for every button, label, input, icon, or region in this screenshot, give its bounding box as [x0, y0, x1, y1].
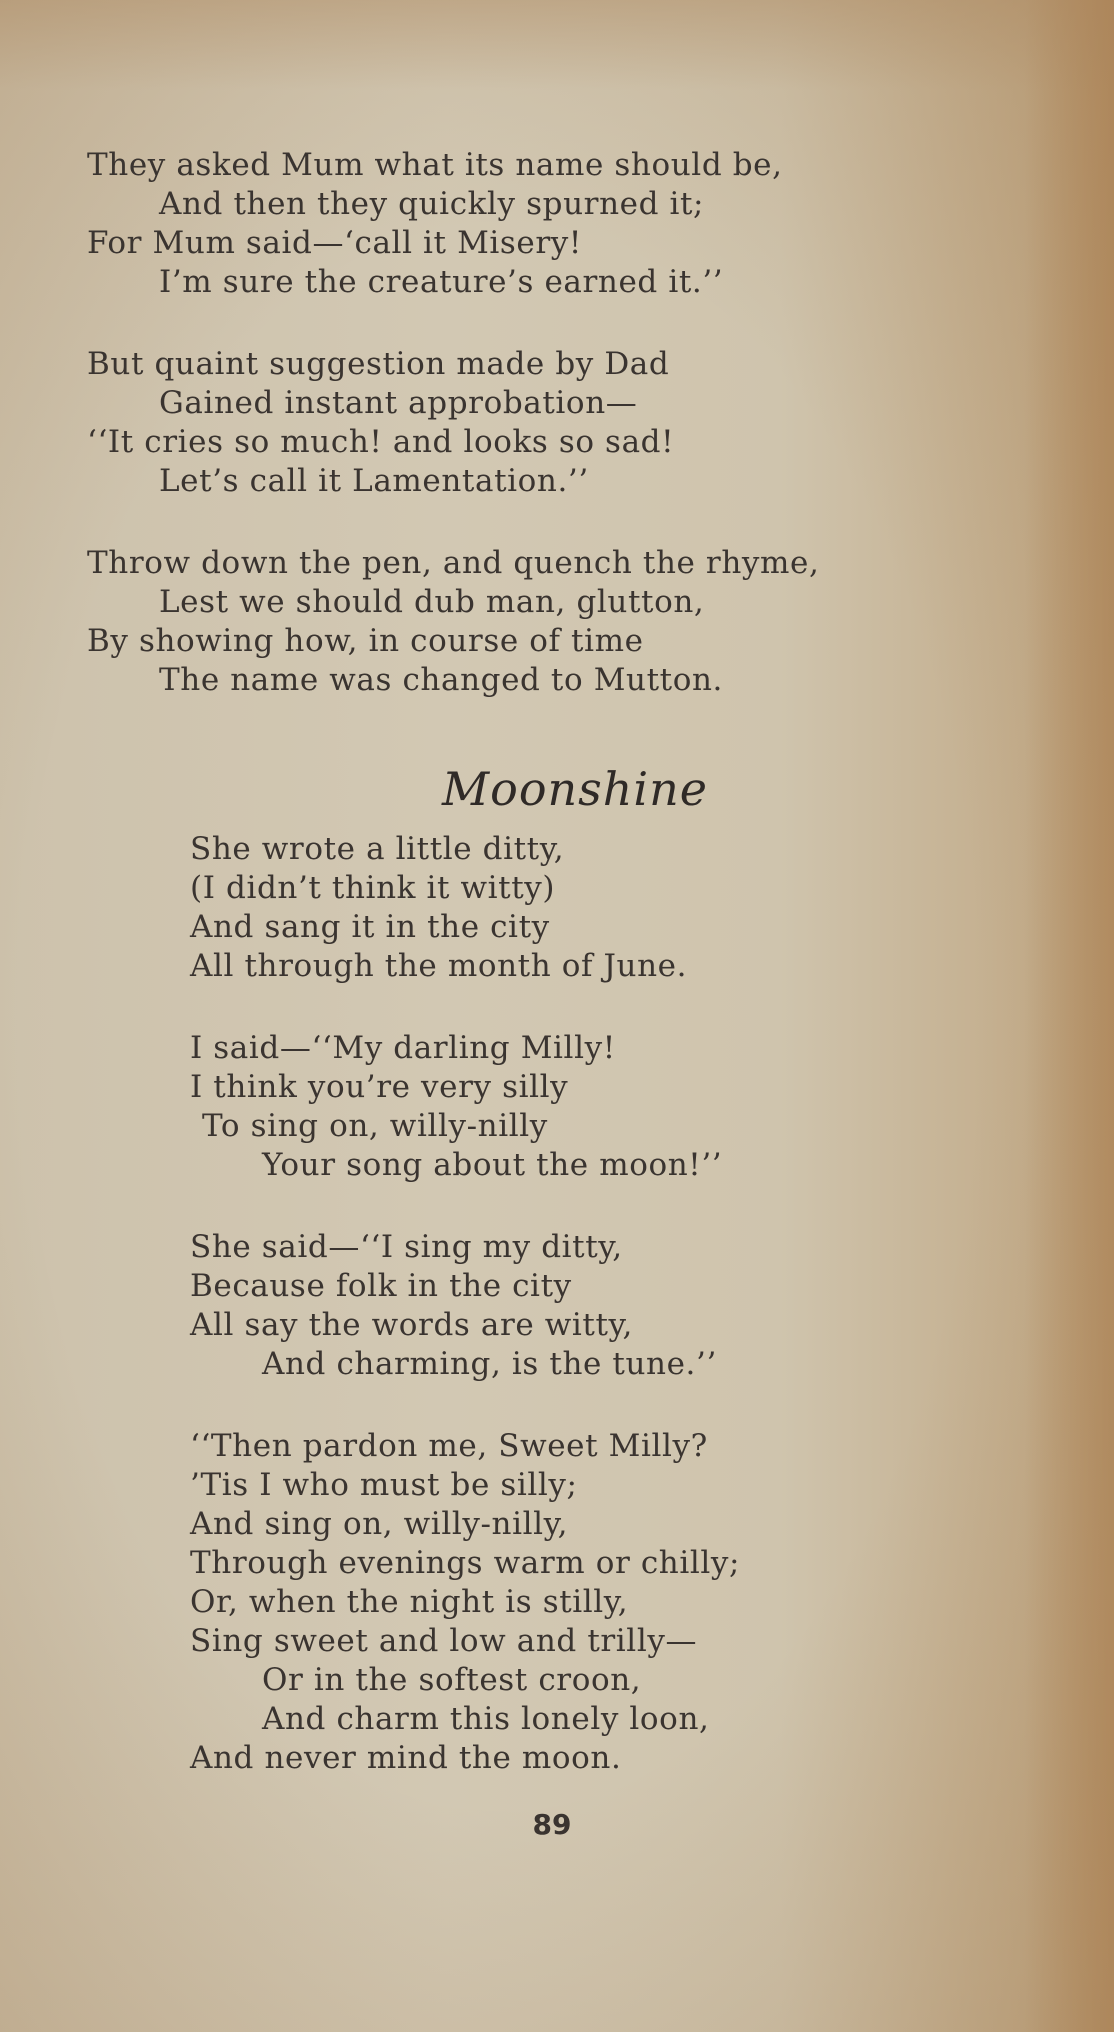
poem-title: Moonshine	[442, 762, 708, 816]
poem-line: Or in the softest croon,	[262, 1662, 642, 1698]
page-number: 89	[532, 1808, 572, 1841]
poem-line: By showing how, in course of time	[87, 623, 644, 659]
poem-line: Let’s call it Lamentation.’’	[159, 463, 589, 499]
poem-line: And sing on, willy-nilly,	[190, 1506, 569, 1542]
poem-continuation	[87, 146, 987, 700]
poem-line: And charming, is the tune.’’	[262, 1346, 717, 1382]
poem-line: Sing sweet and low and trilly—	[190, 1623, 698, 1659]
poem-line: I think you’re very silly	[190, 1069, 569, 1105]
poem-line: Your song about the moon!’’	[262, 1147, 723, 1183]
poem-line: Through evenings warm or chilly;	[190, 1545, 741, 1581]
poem-line: I’m sure the creature’s earned it.’’	[159, 264, 724, 300]
poem-line: ’Tis I who must be silly;	[190, 1467, 578, 1503]
poem-line: Throw down the pen, and quench the rhyme,	[87, 545, 820, 581]
poem-line: (I didn’t think it witty)	[190, 870, 556, 906]
poem-line: But quaint suggestion made by Dad	[87, 346, 670, 382]
poem-line: For Mum said—‘call it Misery!	[87, 225, 582, 261]
poem-line: ‘‘It cries so much! and looks so sad!	[87, 424, 675, 460]
poem-line: She wrote a little ditty,	[190, 831, 565, 867]
poem-line: And charm this lonely loon,	[262, 1701, 710, 1737]
poem-line: To sing on, willy-nilly	[202, 1108, 548, 1144]
poem-line: She said—‘‘I sing my ditty,	[190, 1229, 623, 1265]
poem-line: I said—‘‘My darling Milly!	[190, 1030, 616, 1066]
poem-line: They asked Mum what its name should be,	[87, 147, 783, 183]
poem-line: Lest we should dub man, glutton,	[159, 584, 705, 620]
poem-line: Gained instant approbation—	[159, 385, 638, 421]
poem-moonshine	[190, 830, 890, 1778]
poem-line: All say the words are witty,	[190, 1307, 633, 1343]
poem-line: And then they quickly spurned it;	[159, 186, 705, 222]
poem-line: The name was changed to Mutton.	[159, 662, 724, 698]
poem-line: Because folk in the city	[190, 1268, 572, 1304]
poem-line: ‘‘Then pardon me, Sweet Milly?	[190, 1428, 708, 1464]
poem-line: Or, when the night is stilly,	[190, 1584, 629, 1620]
poem-line: And never mind the moon.	[190, 1740, 622, 1776]
poem-line: And sang it in the city	[190, 909, 550, 945]
poem-line: All through the month of June.	[190, 948, 688, 984]
